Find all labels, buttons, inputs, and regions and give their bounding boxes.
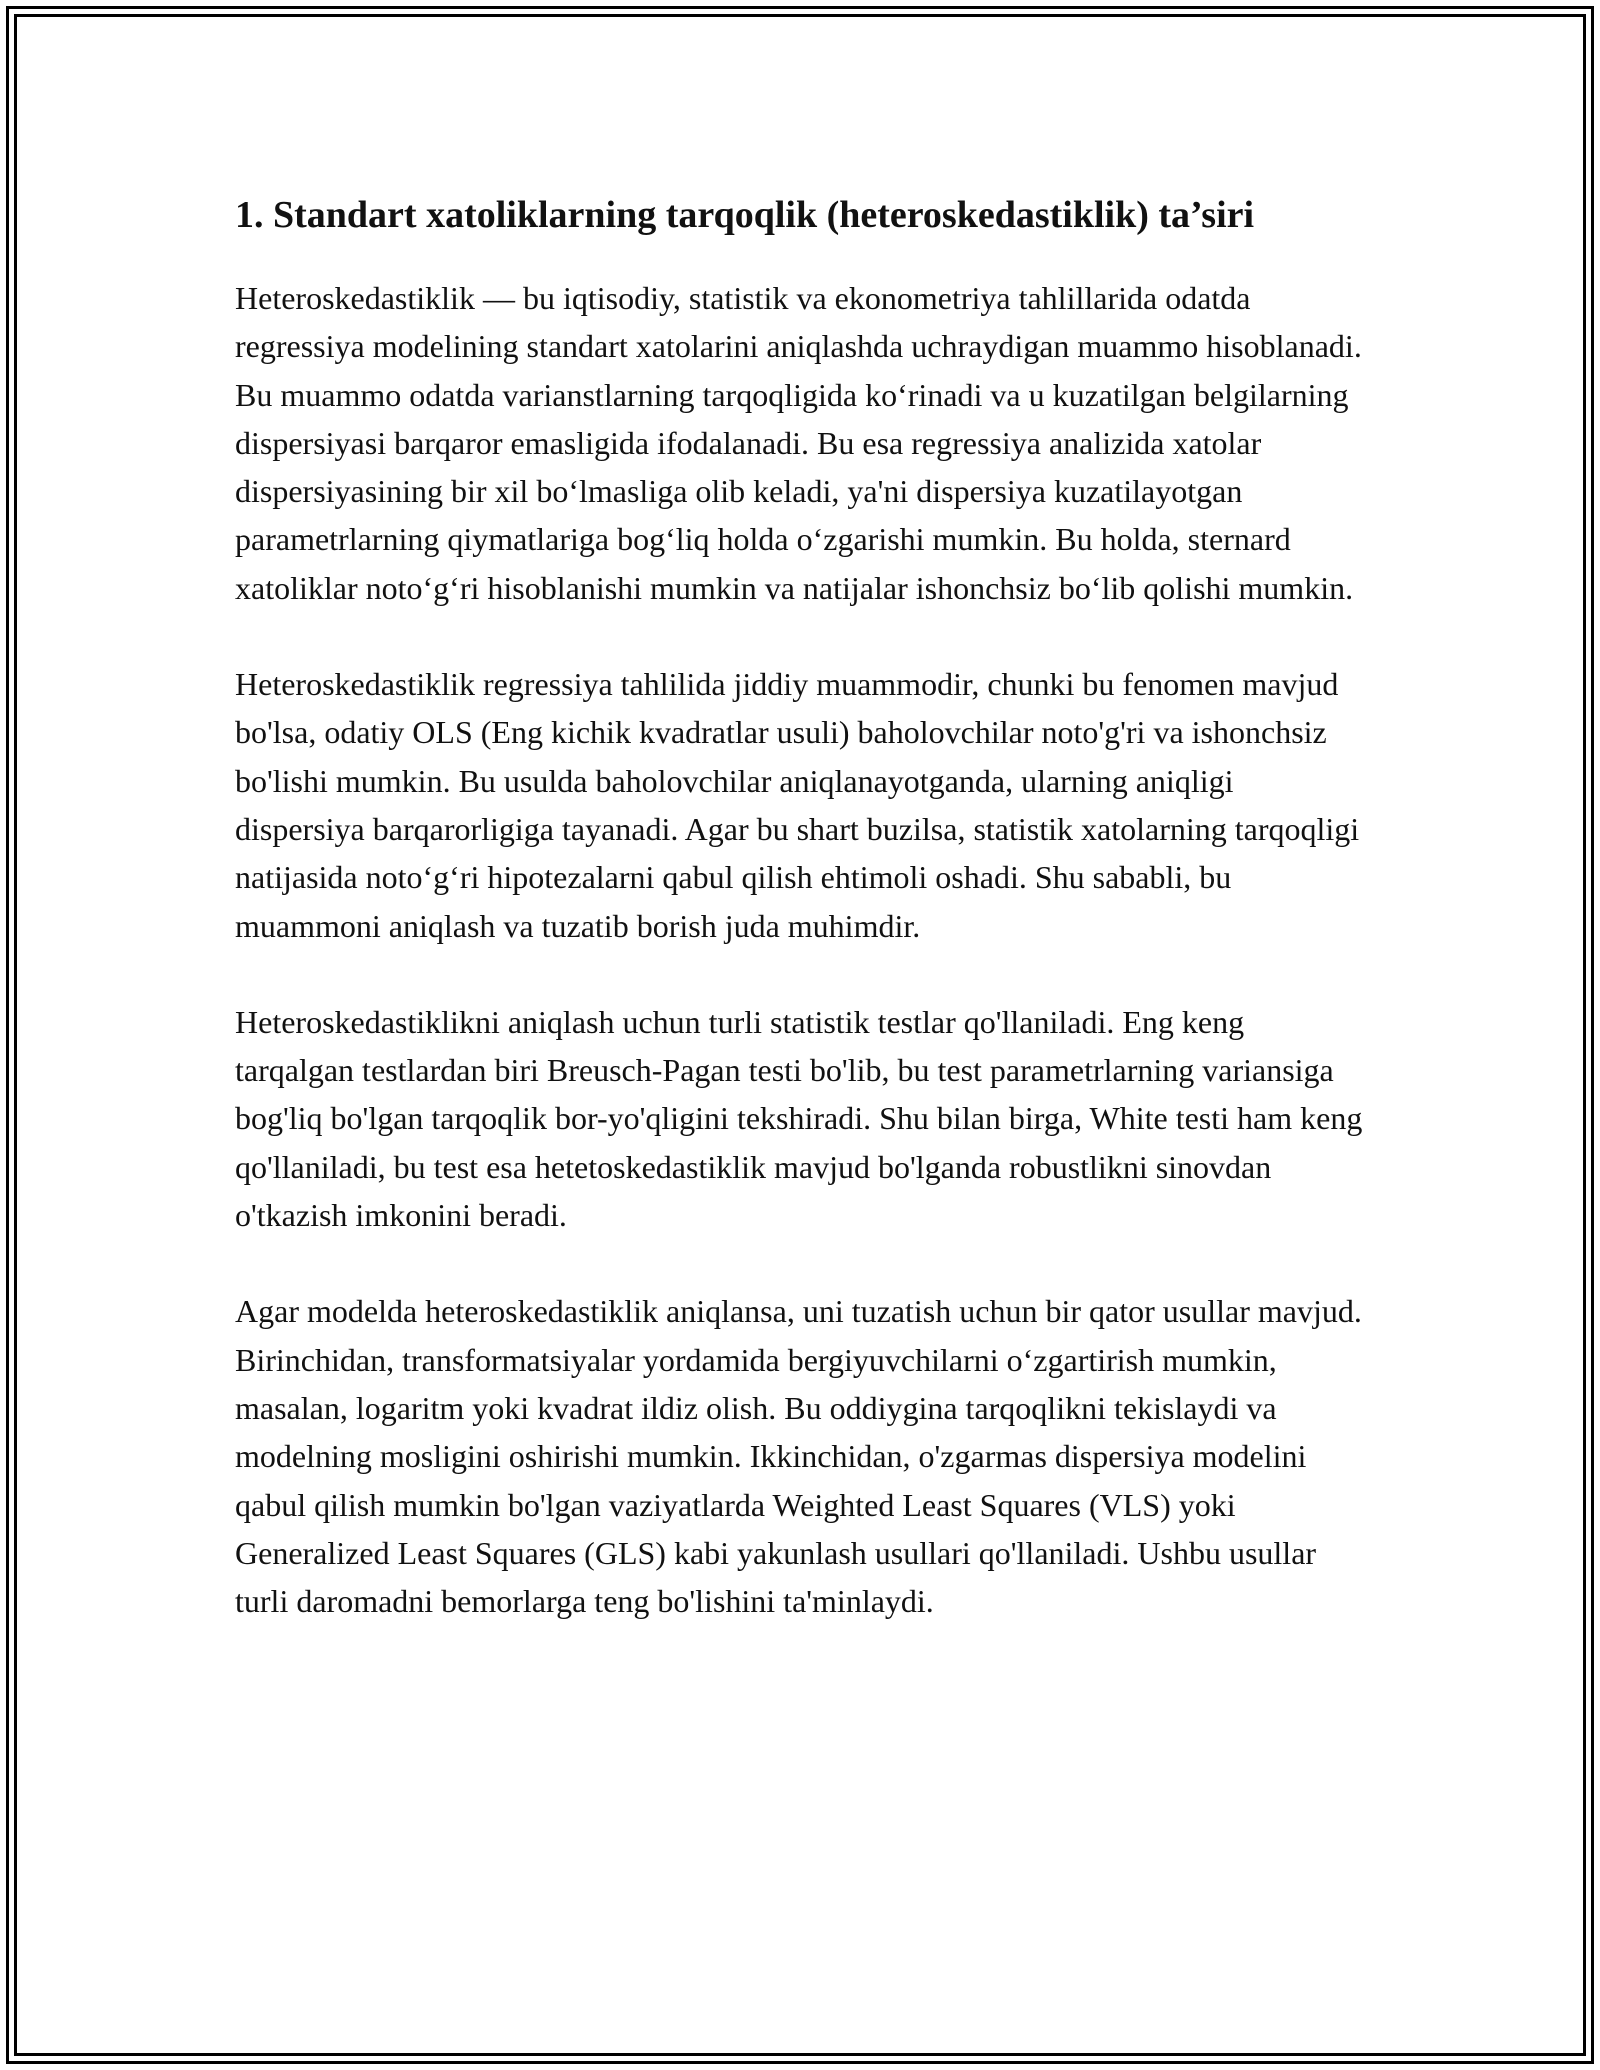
paragraph-3: Heteroskedastiklikni aniqlash uchun turli statistik testlar qo'llaniladi. Eng keng tarqalgan testlardan biri Breusch-Pagan testi bo'lib, bu test parametrlarning variansiga bog'liq bo'lgan tarqoqlik bor-yo'qligini tekshiradi. Shu bilan birga, White testi ham keng qo'llaniladi, bu test esa hetetoskedastiklik mavjud bo'lganda robustlikni sinovdan o'tkazish imkonini beradi. — [235, 1003, 1363, 1234]
paragraph-1: Heteroskedastiklik — bu iqtisodiy, statistik va ekonometriya tahlillarida odatda regressiya modelining standart xatolarini aniqlashda uchraydigan muammo hisoblanadi. Bu muammo odatda varianstlarning tarqoqligida koʻrinadi va u kuzatilgan belgilarning dispersiyasi barqaror emasligida ifodalanadi. Bu esa regressiya analizida xatolar dispersiyasining bir xil boʻlmasliga olib keladi, ya'ni dispersiya kuzatilayotgan parametrlarning qiymatlariga bogʻliq holda oʻzgarishi mumkin. Bu holda, sternard xatoliklar notoʻgʻri hisoblanishi mumkin va natijalar ishonchsiz boʻlib qolishi mumkin. — [235, 280, 1362, 606]
section-title: 1. Standart xatoliklarning tarqoqlik (heteroskedastiklik) ta’siri — [235, 194, 1255, 236]
paragraph-2: Heteroskedastiklik regressiya tahlilida jiddiy muammodir, chunki bu fenomen mavjud bo'lsa, odatiy OLS (Eng kichik kvadratlar usuli) baholovchilar noto'g'ri va ishonchsiz bo'lishi mumkin. Bu usulda baholovchilar aniqlanayotganda, ularning aniqligi dispersiya barqarorligiga tayanadi. Agar bu shart buzilsa, statistik xatolarning tarqoqligi natijasida notoʻgʻri hipotezalarni qabul qilish ehtimoli oshadi. Shu sababli, bu muammoni aniqlash va tuzatib borish juda muhimdir. — [235, 666, 1360, 944]
document-body — [235, 188, 1365, 1673]
paragraph-4: Agar modelda heteroskedastiklik aniqlansa, uni tuzatish uchun bir qator usullar mavjud. Birinchidan, transformatsiyalar yordamida bergiyuvchilarni oʻzgartirish mumkin, masalan, logaritm yoki kvadrat ildiz olish. Bu oddiygina tarqoqlikni tekislaydi va modelning mosligini oshirishi mumkin. Ikkinchidan, o'zgarmas dispersiya modelini qabul qilish mumkin bo'lgan vaziyatlarda Weighted Least Squares (VLS) yoki Generalized Least Squares (GLS) kabi yakunlash usullari qo'llaniladi. Ushbu usullar turli daromadni bemorlarga teng bo'lishini ta'minlaydi. — [235, 1293, 1362, 1620]
